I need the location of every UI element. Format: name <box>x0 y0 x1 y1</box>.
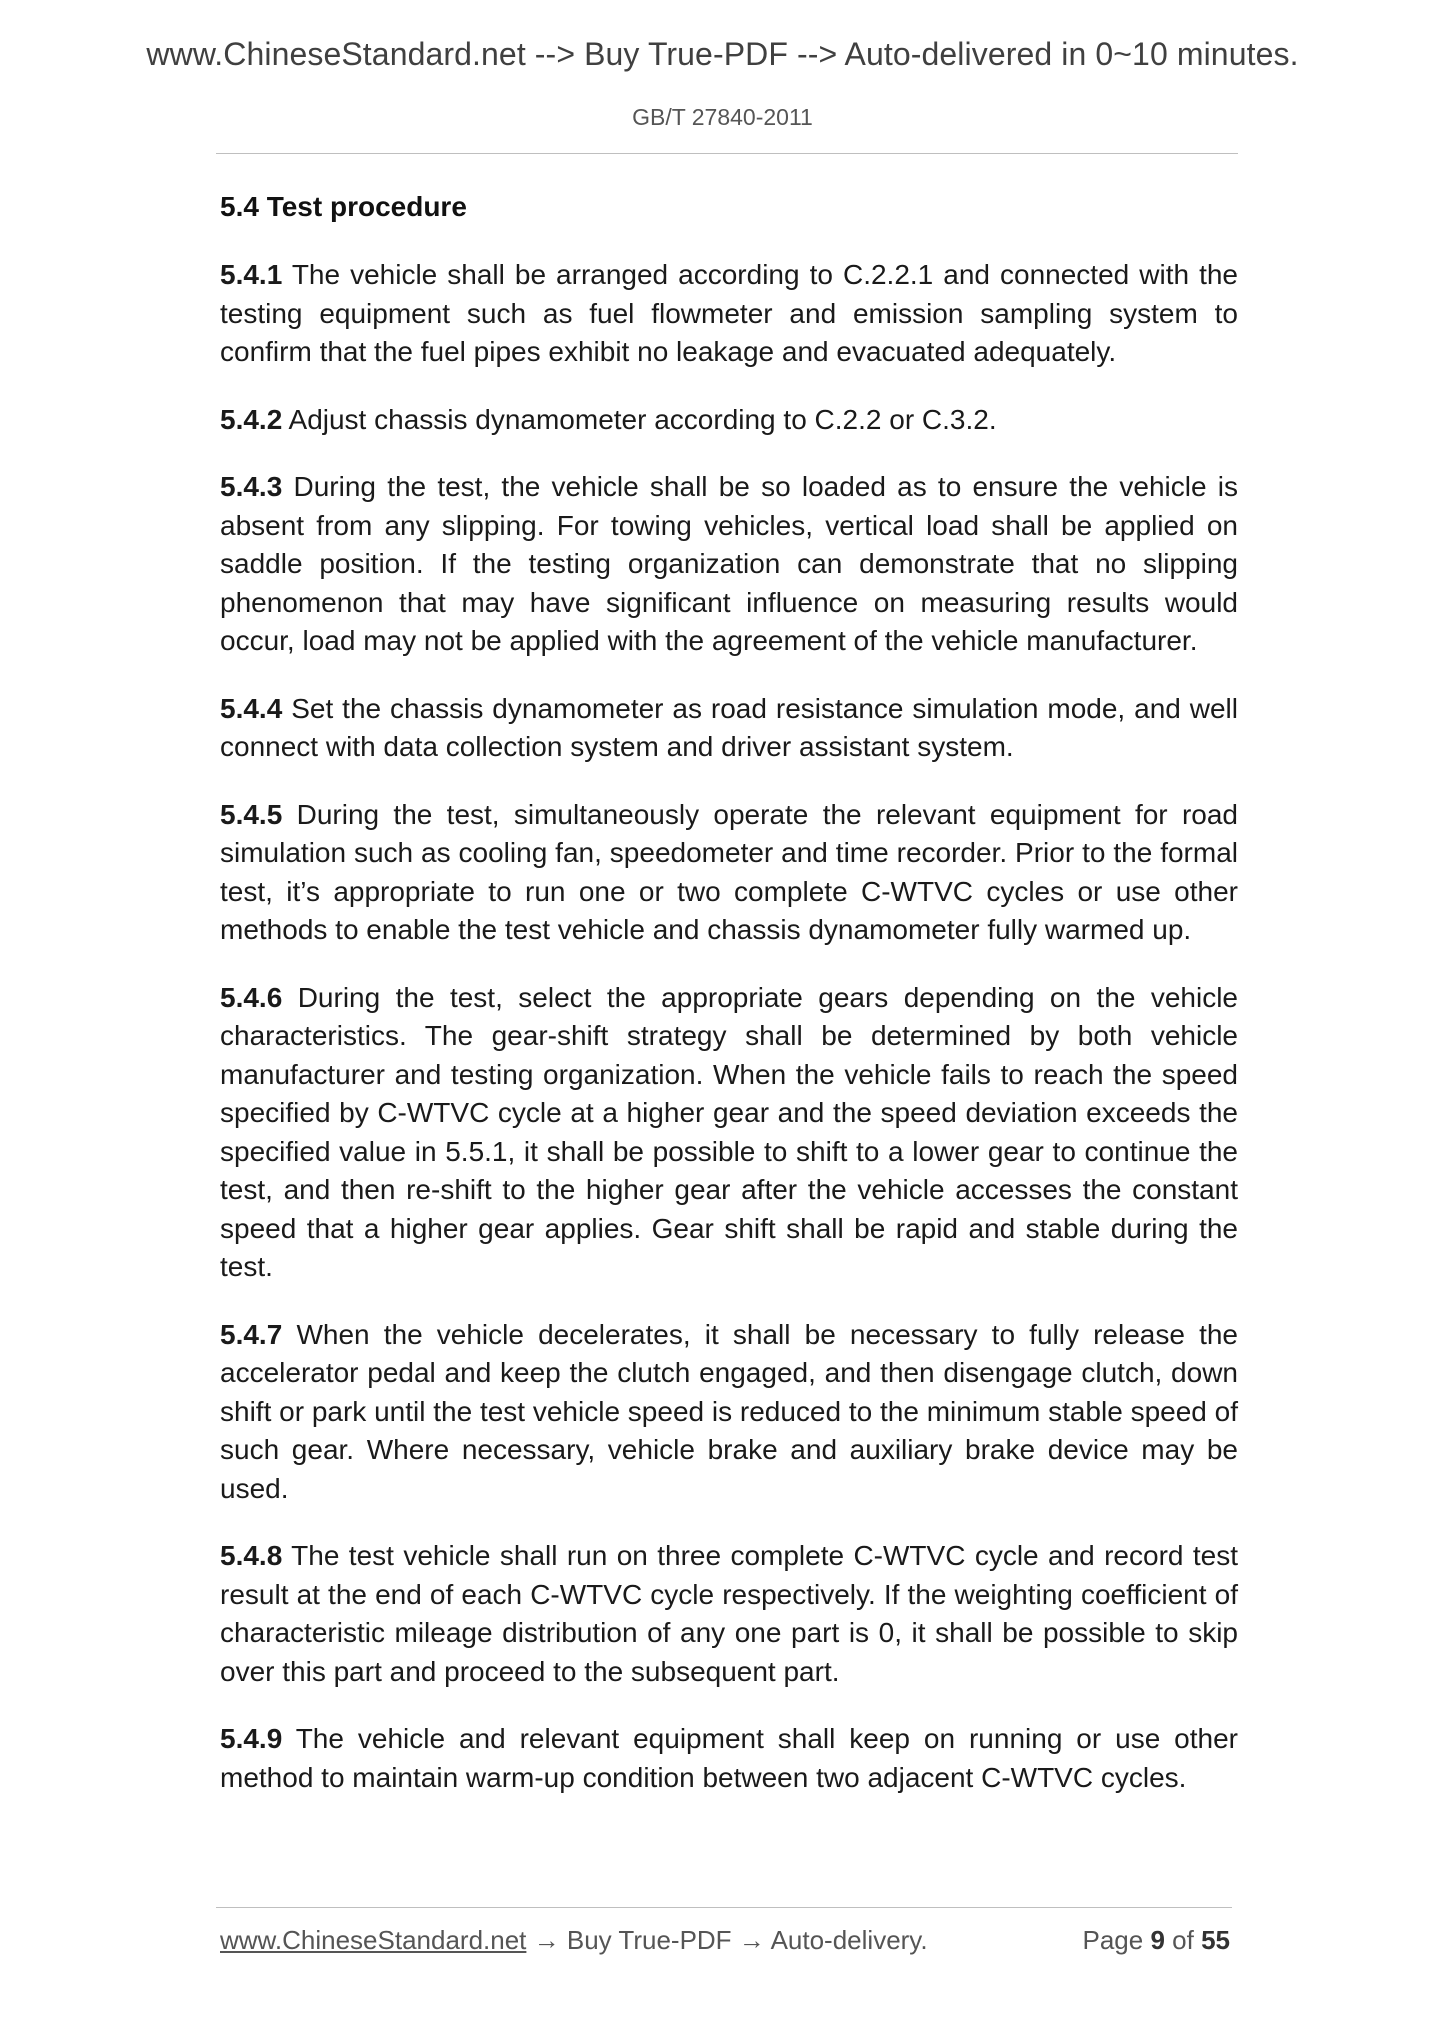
clause-5-4-4 <box>220 690 1238 767</box>
clause-text: During the test, select the appropriate gears depending on the vehicle characteristics. The gear-shift strategy shall be determined by both vehicle manufacturer and testing organization. When the vehicle fails to reach the speed specified by C-WTVC cycle at a higher gear and the speed deviation exceeds the specified value in 5.5.1, it shall be possible to shift to a lower gear to continue the test, and then re-shift to the higher gear after the vehicle accesses the constant speed that a higher gear applies. Gear shift shall be rapid and stable during the test. <box>220 981 1238 1282</box>
clause-5-4-1 <box>220 256 1238 372</box>
clause-number: 5.4.2 <box>220 403 283 435</box>
clause-5-4-6 <box>220 979 1238 1287</box>
page-footer <box>220 1925 1230 1965</box>
section-title: 5.4 Test procedure <box>220 191 467 222</box>
clause-text: The test vehicle shall run on three complete C-WTVC cycle and record test result at the end of each C-WTVC cycle respectively. If the weighting coefficient of characteristic mileage distribution of any one part is 0, it shall be possible to skip over this part and proceed to the subsequent part. <box>220 1540 1238 1687</box>
clause-text: During the test, the vehicle shall be so loaded as to ensure the vehicle is absent from any slipping. For towing vehicles, vertical load shall be applied on saddle position. If the testing organization can demonstrate that no slipping phenomenon that may have significant influence on measuring results would occur, load may not be applied with the agreement of the vehicle manufacturer. <box>220 471 1238 656</box>
page-current: 9 <box>1150 1925 1165 1955</box>
page-indicator <box>1082 1925 1230 1956</box>
clause-number: 5.4.6 <box>220 981 283 1013</box>
clause-5-4-2 <box>220 401 1238 440</box>
footer-left <box>220 1925 928 1956</box>
clause-text: During the test, simultaneously operate the relevant equipment for road simulation such as cooling fan, speedometer and time recorder. Prior to the formal test, it’s appropriate to run one or two complete C-WTVC cycles or use other methods to enable the test vehicle and chassis dynamometer fully warmed up. <box>220 798 1238 945</box>
page-word: Page <box>1082 1925 1144 1955</box>
clause-number: 5.4.3 <box>220 471 283 502</box>
page-content <box>220 188 1238 1826</box>
clause-text: The vehicle and relevant equipment shall keep on running or use other method to maintain warm-up condition between two adjacent C-WTVC cycles. <box>220 1723 1239 1793</box>
clause-5-4-5 <box>220 796 1238 950</box>
footer-tagline: → Buy True-PDF → Auto-delivery. <box>526 1925 928 1955</box>
clause-5-4-7 <box>220 1316 1238 1509</box>
clause-number: 5.4.5 <box>220 798 283 830</box>
clause-number: 5.4.7 <box>220 1318 283 1350</box>
clause-text: The vehicle shall be arranged according to C.2.2.1 and connected with the testing equipment such as fuel flowmeter and emission sampling system to confirm that the fuel pipes exhibit no leakage and evacuated adequately. <box>220 259 1238 367</box>
clause-number: 5.4.9 <box>220 1723 283 1754</box>
clause-5-4-9 <box>220 1720 1238 1797</box>
clause-text: Set the chassis dynamometer as road resistance simulation mode, and well connect with data collection system and driver assistant system. <box>220 692 1239 762</box>
footer-site-link[interactable]: www.ChineseStandard.net <box>220 1925 527 1955</box>
clause-number: 5.4.4 <box>220 692 283 724</box>
clause-text: Adjust chassis dynamometer according to C.2.2 or C.3.2. <box>288 403 997 435</box>
clause-5-4-3 <box>220 468 1238 661</box>
page-total: 55 <box>1201 1925 1230 1955</box>
clause-text: When the vehicle decelerates, it shall be necessary to fully release the accelerator pedal and keep the clutch engaged, and then disengage clutch, down shift or park until the test vehicle speed is reduced to the minimum stable speed of such gear. Where necessary, vehicle brake and auxiliary brake device may be used. <box>220 1318 1239 1504</box>
clause-5-4-8 <box>220 1537 1238 1691</box>
header-divider <box>216 153 1238 154</box>
standard-code: GB/T 27840-2011 <box>632 104 813 130</box>
clause-number: 5.4.8 <box>220 1540 283 1571</box>
top-banner: www.ChineseStandard.net --> Buy True-PDF --> Auto-delivered in 0~10 minutes. <box>146 36 1299 72</box>
of-word: of <box>1172 1925 1194 1955</box>
clause-number: 5.4.1 <box>220 259 283 290</box>
footer-divider <box>216 1907 1232 1908</box>
